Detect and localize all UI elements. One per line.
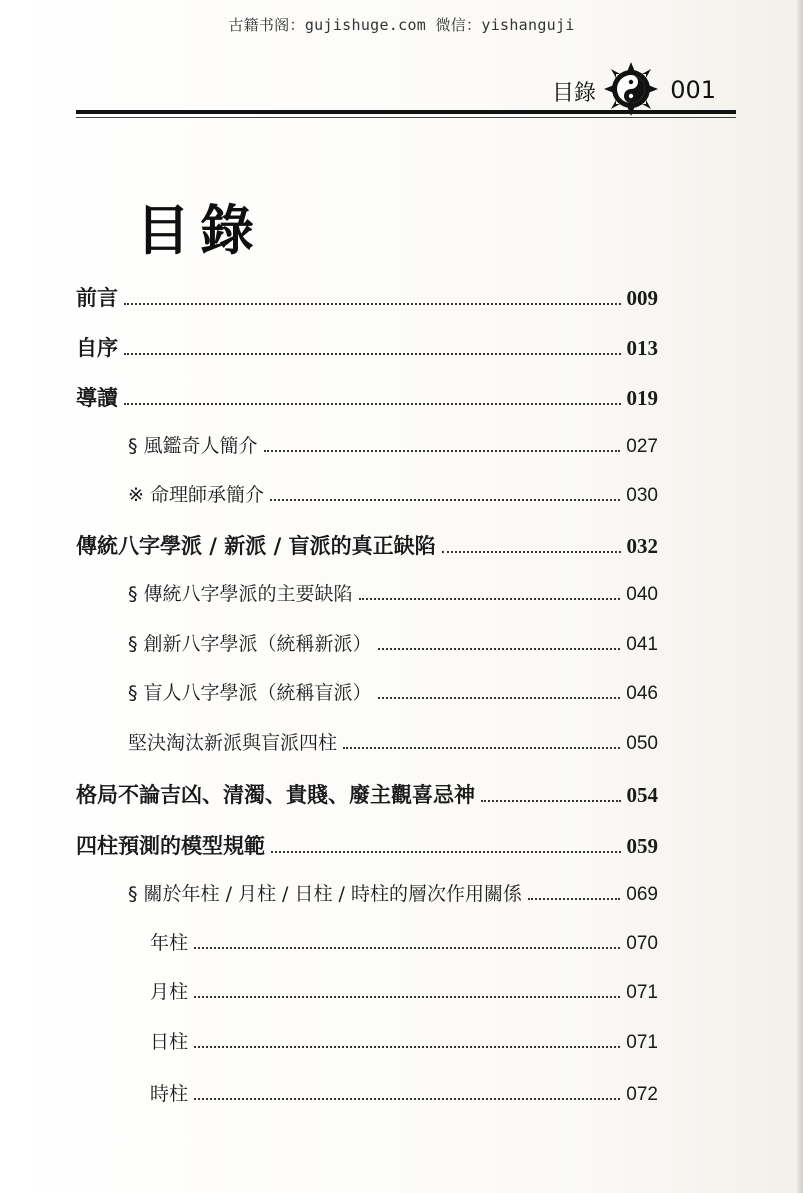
dot-leader bbox=[194, 1097, 620, 1100]
dot-leader bbox=[378, 647, 621, 650]
toc-entry-title: 月柱 bbox=[150, 981, 189, 1003]
toc-entry-title: 時柱 bbox=[150, 1083, 189, 1105]
dot-leader bbox=[264, 449, 621, 452]
watermark-text: 古籍书阁：gujishuge.com 微信：yishanguji bbox=[228, 16, 575, 34]
toc-entry-title: ※ 命理師承簡介 bbox=[128, 484, 264, 506]
header-rule-thin bbox=[76, 117, 736, 118]
toc-entry-title: 傳統八字學派 / 新派 / 盲派的真正缺陷 bbox=[76, 533, 436, 558]
toc-entry[interactable] bbox=[128, 431, 658, 471]
running-header bbox=[76, 62, 736, 120]
toc-entry[interactable] bbox=[128, 579, 658, 619]
toc-entry-title: 四柱預測的模型規範 bbox=[76, 833, 265, 858]
page-number: 001 bbox=[670, 76, 716, 104]
toc-entry-page: 069 bbox=[626, 884, 658, 905]
toc-entry-page: 071 bbox=[626, 1032, 658, 1053]
toc-entry[interactable] bbox=[150, 928, 658, 968]
toc-entry-title: 格局不論吉凶、清濁、貴賤、廢主觀喜忌神 bbox=[76, 782, 475, 807]
dot-leader bbox=[481, 799, 621, 802]
toc-entry-page: 030 bbox=[626, 485, 658, 506]
dot-leader bbox=[194, 946, 620, 949]
toc-entry-page: 013 bbox=[626, 336, 658, 360]
toc-entry[interactable] bbox=[76, 779, 658, 819]
toc-entry-page: 072 bbox=[626, 1084, 658, 1105]
toc-entry-title: 日柱 bbox=[150, 1031, 189, 1053]
toc-entry[interactable] bbox=[150, 1027, 658, 1067]
dot-leader bbox=[359, 597, 621, 600]
toc-entry-title: 導讀 bbox=[76, 385, 118, 410]
toc-entry-title: 前言 bbox=[76, 285, 118, 310]
header-rule bbox=[76, 110, 736, 114]
toc-entry-page: 054 bbox=[626, 783, 658, 807]
toc-entry-page: 027 bbox=[626, 436, 658, 457]
toc-entry-title: 自序 bbox=[76, 335, 118, 360]
toc-entry-title: § 盲人八字學派（統稱盲派） bbox=[128, 682, 372, 704]
page-title: 目錄 bbox=[136, 198, 264, 262]
dot-leader bbox=[343, 746, 620, 749]
toc-entry-title: 年柱 bbox=[150, 932, 189, 954]
dot-leader bbox=[194, 995, 620, 998]
toc-entry[interactable] bbox=[76, 530, 658, 570]
toc-entry[interactable] bbox=[76, 332, 658, 372]
toc-entry-page: 032 bbox=[626, 534, 658, 558]
toc-entry-page: 019 bbox=[626, 386, 658, 410]
dot-leader bbox=[378, 696, 621, 699]
dot-leader bbox=[442, 550, 621, 553]
dot-leader bbox=[124, 402, 621, 405]
toc-entry[interactable] bbox=[76, 382, 658, 422]
toc-entry-page: 046 bbox=[626, 683, 658, 704]
toc-entry-page: 059 bbox=[626, 834, 658, 858]
toc-entry-page: 040 bbox=[626, 584, 658, 605]
toc-entry[interactable] bbox=[128, 480, 658, 520]
toc-entry-page: 071 bbox=[626, 982, 658, 1003]
running-title: 目錄 bbox=[551, 81, 596, 106]
toc-entry-page: 070 bbox=[626, 933, 658, 954]
toc-entry-page: 009 bbox=[626, 286, 658, 310]
toc-entry-page: 050 bbox=[626, 733, 658, 754]
toc-entry[interactable] bbox=[150, 977, 658, 1017]
page-edge bbox=[797, 0, 803, 1193]
dot-leader bbox=[124, 352, 621, 355]
toc-entry-title: § 風鑑奇人簡介 bbox=[128, 435, 258, 457]
dot-leader bbox=[528, 897, 620, 900]
toc-entry-title: 堅決淘汰新派與盲派四柱 bbox=[128, 732, 338, 754]
toc-entry[interactable] bbox=[128, 629, 658, 669]
toc-entry[interactable] bbox=[150, 1079, 658, 1119]
toc-entry-title: § 創新八字學派（統稱新派） bbox=[128, 633, 372, 655]
toc-entry[interactable] bbox=[128, 879, 658, 919]
toc-entry[interactable] bbox=[128, 728, 658, 768]
dot-leader bbox=[194, 1045, 620, 1048]
toc-entry-title: § 關於年柱 / 月柱 / 日柱 / 時柱的層次作用關係 bbox=[128, 883, 522, 905]
toc-entry-page: 041 bbox=[626, 634, 658, 655]
dot-leader bbox=[124, 302, 621, 305]
toc-entry[interactable] bbox=[76, 282, 658, 322]
toc-entry-title: § 傳統八字學派的主要缺陷 bbox=[128, 583, 353, 605]
toc-entry[interactable] bbox=[128, 678, 658, 718]
dot-leader bbox=[270, 498, 620, 501]
toc-entry[interactable] bbox=[76, 830, 658, 870]
dot-leader bbox=[271, 850, 621, 853]
